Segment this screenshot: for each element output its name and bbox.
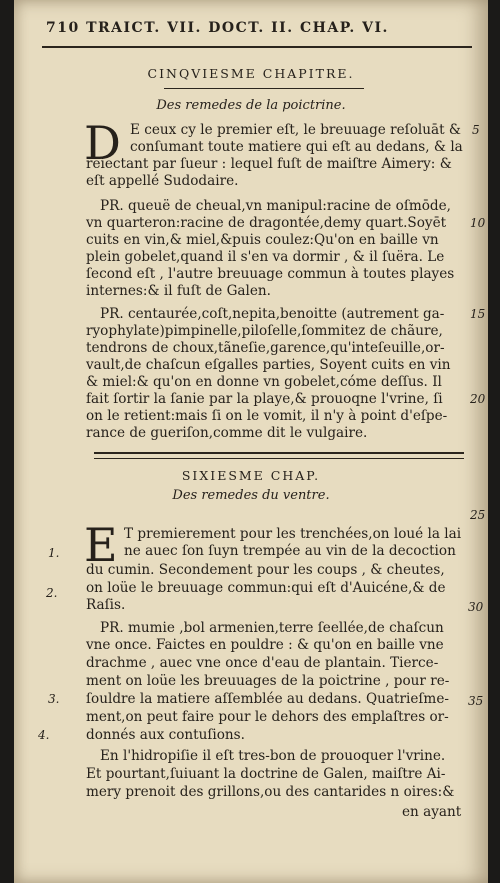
text-line: ment,on peut faire pour le dehors des emplaſtres or- [86,709,449,725]
text-line: ne auec ſon ſuyn trempée au vin de la decoction [124,543,456,559]
text-line: Et pourtant,ſuiuant la doctrine de Galen, maiſtre Ai- [86,766,446,782]
text-line: conſumant toute matiere qui eſt au dedans, & la [130,139,463,155]
section-divider [94,452,464,459]
margin-line-number: 10 [470,216,486,230]
text-line: donnés aux contuſions. [86,727,245,743]
header-rule [42,46,472,48]
text-line: du cumin. Secondement pour les coups , & cheutes, [86,562,445,578]
text-line: vne once. Faictes en pouldre : & qu'on en baille vne [86,637,444,653]
chapter-5-subtitle: Des remedes de la poictrine. [156,98,346,113]
margin-line-number: 15 [470,307,486,321]
text-line: internes:& il fuſt de Galen. [86,283,272,299]
text-line: fait ſortir la ſanie par la playe,& prouoqne l'vrine, ſi [86,391,443,407]
margin-item-number: 4. [38,728,50,742]
text-line: E ceux cy le premier eſt, le breuuage reſoluāt & [130,122,461,138]
text-line: reiectant par ſueur : lequel fuſt de maiſtre Aimery: & [86,156,452,172]
margin-line-number: 20 [470,392,486,406]
margin-item-number: 2. [46,586,58,600]
margin-line-number: 30 [468,600,484,614]
text-line: vault,de chaſcun eſgalles parties, Soyent cuits en vin [86,357,451,373]
text-line: T premierement pour les trenchées,on loué la lai [124,526,462,542]
chapter-6-title: SIXIESME CHAP. [181,468,321,483]
text-line: ſecond eſt , l'autre breuuage commun à toutes playes [86,266,455,282]
text-line: en ayant [402,804,462,820]
text-line: ryophylate)pimpinelle,piloſelle,ſommitez de chãure, [86,323,443,339]
margin-item-number: 1. [48,546,60,560]
text-line: ſouldre la matiere aſſemblée au dedans. Quatrieſme- [86,691,449,707]
text-line: tendrons de choux,tãneſie,garence,qu'inteſeuille,or- [86,340,445,356]
chapter-5-title: CINQVIESME CHAPITRE. [147,66,355,81]
text-line: rance de gueriſon,comme dit le vulgaire. [86,425,368,441]
text-line: on loüe le breuuage commun:qui eſt d'Auicéne,& de [86,580,446,596]
text-line: PR. queuë de cheual,vn manipul:racine de oſmōde, [100,198,452,214]
text-line: PR. mumie ,bol armenien,terre ſeellée,de chaſcun [100,620,444,636]
text-line: cuits en vin,& miel,&puis coulez:Qu'on en baille vn [86,232,439,248]
margin-line-number: 25 [470,508,486,522]
running-header: 710 TRAICT. VII. DOCT. II. CHAP. VI. [46,20,389,36]
text-line: on le retient:mais ſi on le vomit, il n'y à point d'eſpe- [86,408,448,424]
text-line: vn quarteron:racine de dragontée,demy quart.Soyēt [86,215,447,231]
margin-line-number: 35 [468,694,484,708]
margin-item-number: 3. [48,692,60,706]
chapter-5-rule [164,88,364,89]
book-page [14,0,488,883]
text-line: mery prenoit des grillons,ou des cantarides n oires:& [86,784,455,800]
text-line: plein gobelet,quand il s'en va dormir , & il ſuëra. Le [86,249,445,265]
text-line: eſt appellé Sudodaire. [86,173,239,189]
text-line: Raſis. [86,597,126,613]
text-line: En l'hidropiſie il eſt tres-bon de prouoquer l'vrine. [100,748,446,764]
text-line: drachme , auec vne once d'eau de plantain. Tierce- [86,655,439,671]
chapter-5-drop-cap: D [84,116,121,170]
chapter-6-drop-cap: E [84,518,118,572]
chapter-6-subtitle: Des remedes du ventre. [172,488,330,503]
text-line: & miel:& qu'on en donne vn gobelet,cóme deſſus. Il [86,374,442,390]
text-line: ment on loüe les breuuages de la poictrine , pour re- [86,673,450,689]
text-line: PR. centaurée,coſt,nepita,benoitte (autrement ga- [100,306,445,322]
margin-line-number: 5 [472,123,480,137]
